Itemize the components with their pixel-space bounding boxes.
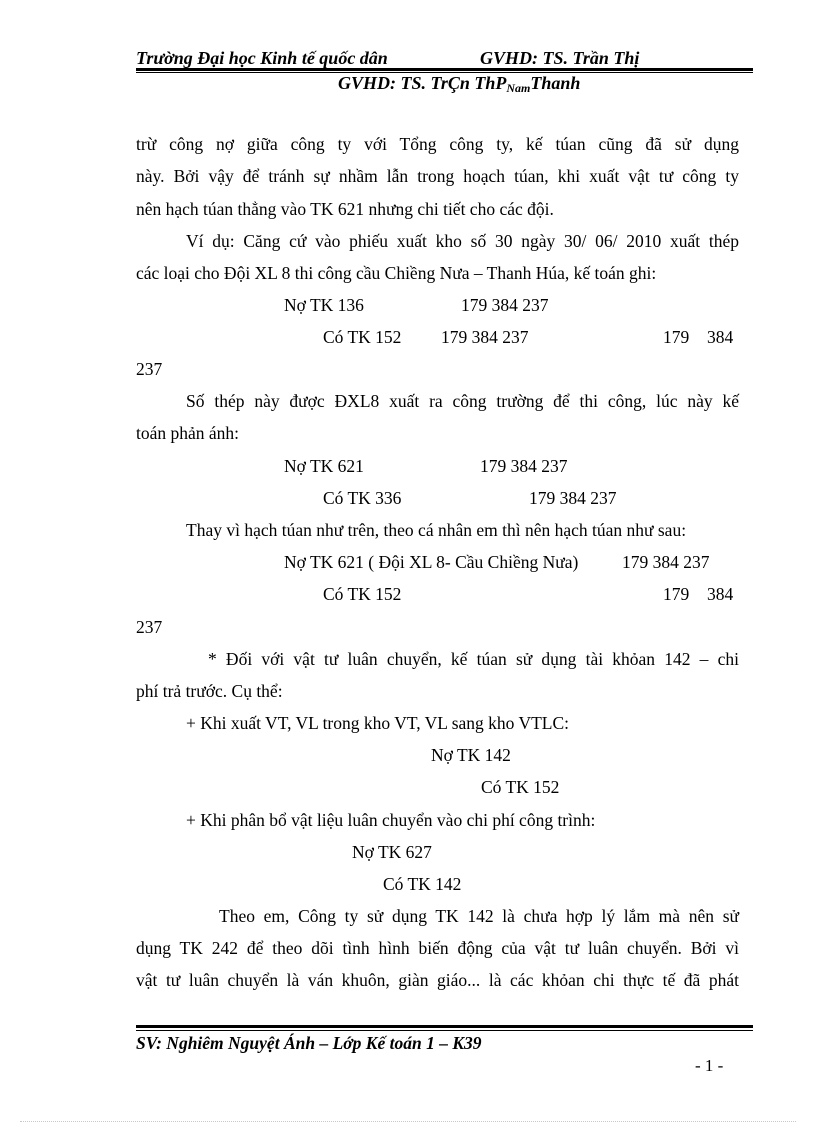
paragraph-5: + Khi xuất VT, VL trong kho VT, VL sang kho VTLC: — [186, 713, 570, 733]
entry-3-debit: Nợ TK 621 ( Đội XL 8- Cầu Chiềng Nưa) — [284, 552, 579, 572]
entry-2-debit-account: Nợ TK 621 — [284, 456, 364, 476]
paragraph-7-line-1: Theo em, Công ty sử dụng TK 142 là chưa hợp lý lắm mà nên sử — [219, 906, 739, 926]
entry-1-credit-amount: 179 384 237 — [441, 327, 529, 347]
entry-3-credit-account: Có TK 152 — [323, 584, 402, 604]
entry-1-tail-a: 179 — [663, 327, 690, 347]
header-advisor: GVHD: TS. Trần Thị — [480, 48, 640, 68]
paragraph-1-line-2: này. Bởi vậy để tránh sự nhầm lẫn trong hoạch túan, khi xuất vật tư công ty — [136, 166, 739, 186]
header-subtitle-small: Nam — [506, 81, 531, 95]
header-subtitle-prefix: GVHD: TS. TrÇn ThP — [338, 73, 507, 93]
paragraph-1-line-1: trừ công nợ giữa công ty với Tổng công ty, kế túan cũng đã sử dụng — [136, 134, 739, 154]
header-subtitle — [338, 73, 580, 96]
entry-5-debit: Nợ TK 627 — [352, 842, 432, 862]
footer-student: SV: Nghiêm Nguyệt Ánh – Lớp Kế toán 1 – K39 — [136, 1033, 482, 1053]
paragraph-6: + Khi phân bổ vật liệu luân chuyển vào chi phí công trình: — [186, 810, 596, 830]
entry-2-debit-amount: 179 384 237 — [480, 456, 568, 476]
header-subtitle-suffix: Thanh — [530, 73, 581, 93]
header-rule-thick — [136, 68, 753, 71]
footer-rule-thin — [136, 1030, 753, 1031]
paragraph-2-line-1: Số thép này được ĐXL8 xuất ra công trường để thi công, lúc này kế — [186, 391, 739, 411]
entry-1-credit-account: Có TK 152 — [323, 327, 402, 347]
entry-1-debit-amount: 179 384 237 — [461, 295, 549, 315]
example-line-1: Ví dụ: Căng cứ vào phiếu xuất kho số 30 ngày 30/ 06/ 2010 xuất thép — [186, 231, 739, 251]
footer-rule-thick — [136, 1025, 753, 1028]
entry-1-tail-b: 384 — [707, 327, 734, 347]
entry-3-tail-b: 384 — [707, 584, 734, 604]
paragraph-1-line-3: nên hạch túan thẳng vào TK 621 nhưng chi tiết cho các đội. — [136, 199, 554, 219]
paragraph-3: Thay vì hạch túan như trên, theo cá nhân em thì nên hạch túan như sau: — [186, 520, 687, 540]
entry-3-debit-amount: 179 384 237 — [622, 552, 710, 572]
paragraph-7-line-2: dụng TK 242 để theo dõi tình hình biến động của vật tư luân chuyển. Bởi vì — [136, 938, 739, 958]
page-number: - 1 - — [695, 1056, 724, 1075]
entry-5-credit: Có TK 142 — [383, 874, 462, 894]
entry-1-wrap: 237 — [136, 359, 163, 379]
paragraph-4-line-2: phí trả trước. Cụ thể: — [136, 681, 283, 701]
page-bottom-border — [20, 1121, 796, 1122]
entry-3-tail-a: 179 — [663, 584, 690, 604]
entry-2-credit-amount: 179 384 237 — [529, 488, 617, 508]
entry-3-wrap: 237 — [136, 617, 163, 637]
header-school: Trường Đại học Kinh tế quốc dân — [136, 48, 388, 68]
entry-2-credit-account: Có TK 336 — [323, 488, 402, 508]
paragraph-2-line-2: toán phản ánh: — [136, 423, 240, 443]
example-line-2: các loại cho Đội XL 8 thi công cầu Chiềng Nưa – Thanh Húa, kế toán ghi: — [136, 263, 657, 283]
entry-4-debit: Nợ TK 142 — [431, 745, 511, 765]
entry-4-credit: Có TK 152 — [481, 777, 560, 797]
entry-1-debit-account: Nợ TK 136 — [284, 295, 364, 315]
paragraph-7-line-3: vật tư luân chuyển là ván khuôn, giàn giáo... là các khỏan chi thực tế đã phát — [136, 970, 739, 990]
paragraph-4-line-1: * Đối với vật tư luân chuyển, kế túan sử dụng tài khỏan 142 – chi — [208, 649, 739, 669]
